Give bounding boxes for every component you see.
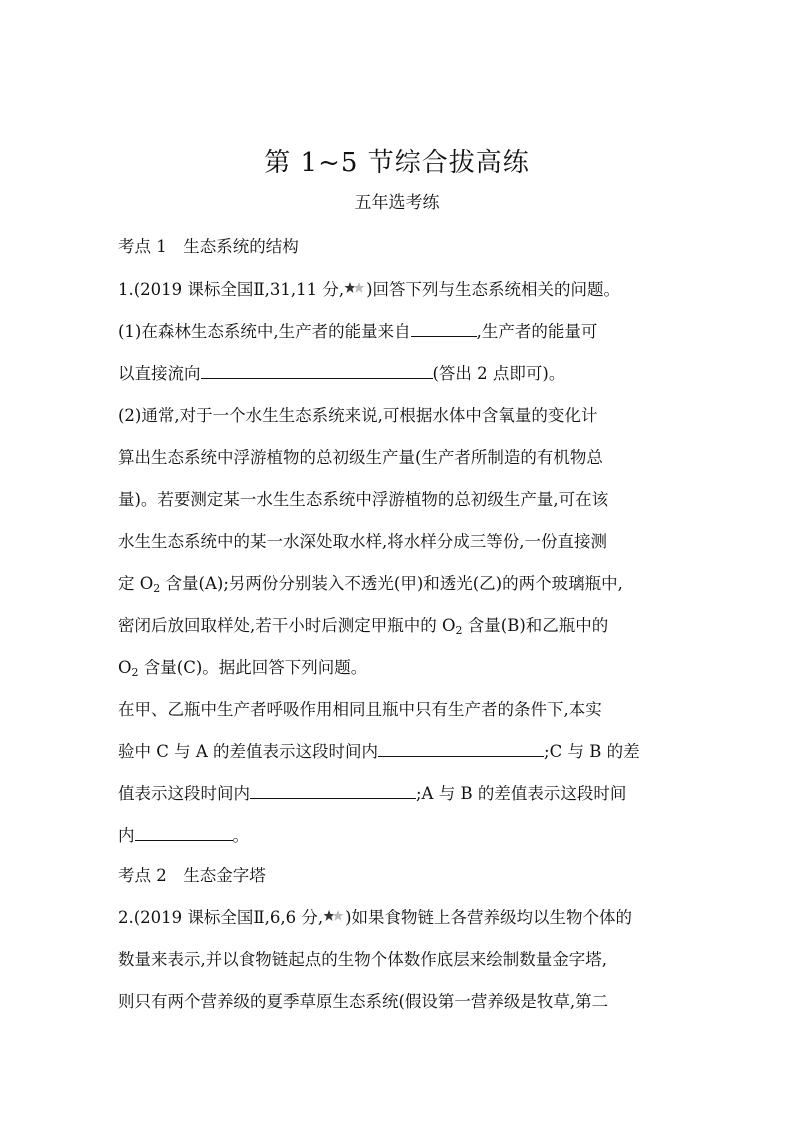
answer-blank[interactable] — [378, 742, 544, 757]
page-subtitle: 五年选考练 — [354, 193, 440, 213]
question-1-line: 验中 C 与 A 的差值表示这段时间内 ;C 与 B 的差 — [118, 742, 640, 761]
question-1-line: 值表示这段时间内 ;A 与 B 的差值表示这段时间 — [118, 784, 627, 803]
question-1-line: 在甲、乙瓶中生产者呼吸作用相同且瓶中只有生产者的条件下,本实 — [118, 700, 602, 719]
question-1-line: 密闭后放回取样处,若干小时后测定甲瓶中的 $O_2$ 含量(B)和乙瓶中的 — [118, 616, 609, 637]
section-heading-2: 考点 2 生态金字塔 — [118, 866, 266, 885]
question-2-line: 则只有两个营养级的夏季草原生态系统(假设第一营养级是牧草,第二 — [118, 992, 609, 1011]
question-2-header: 2.(2019 课标全国Ⅱ,6,6 分, )如果食物链上各营养级均以生物个体的 — [118, 908, 633, 927]
question-1-line: 量)。若要测定某一水生生态系统中浮游植物的总初级生产量,可在该 — [118, 490, 609, 509]
difficulty-stars-icon — [344, 283, 366, 295]
question-1-line: 内 。 — [118, 826, 249, 845]
difficulty-stars-icon — [323, 911, 345, 923]
page-title: 第 1~5 节综合拔高练 — [264, 148, 530, 178]
question-1-line: (1)在森林生态系统中,生产者的能量来自 ,生产者的能量可 — [118, 322, 598, 341]
question-2-line: 数量来表示,并以食物链起点的生物个体数作底层来绘制数量金字塔, — [118, 950, 607, 969]
question-1-line: 算出生态系统中浮游植物的总初级生产量(生产者所制造的有机物总 — [118, 448, 603, 467]
question-1-line: 定 $O_2$ 含量(A);另两份分别装入不透光(甲)和透光(乙)的两个玻璃瓶中, — [118, 574, 623, 595]
question-1-line: 以直接流向 (答出 2 点即可)。 — [118, 364, 566, 383]
question-1-line: (2)通常,对于一个水生生态系统来说,可根据水体中含氧量的变化计 — [118, 406, 598, 425]
question-1-header: 1.(2019 课标全国Ⅱ,31,11 分, )回答下列与生态系统相关的问题。 — [118, 280, 621, 299]
answer-blank[interactable] — [250, 784, 416, 799]
question-1-line: 水生生态系统中的某一水深处取水样,将水样分成三等份,一份直接测 — [118, 532, 607, 551]
answer-blank[interactable] — [135, 826, 233, 841]
answer-blank[interactable] — [201, 364, 433, 379]
section-heading-1: 考点 1 生态系统的结构 — [118, 237, 299, 256]
question-1-line: $O_2$ 含量(C)。据此回答下列问题。 — [118, 658, 368, 679]
answer-blank[interactable] — [411, 322, 477, 337]
